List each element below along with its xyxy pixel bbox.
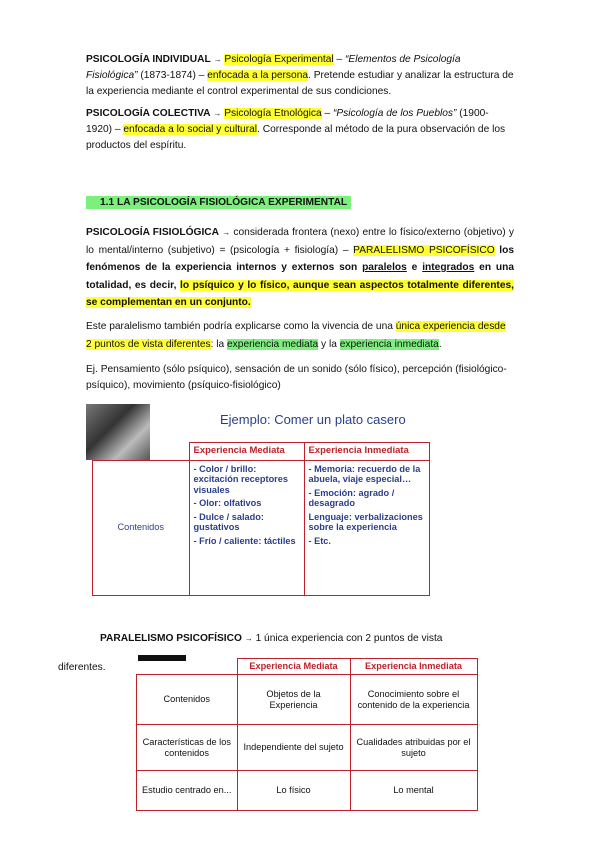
table-cell: Cualidades atribuidas por el sujeto bbox=[350, 725, 477, 771]
para-individual bbox=[86, 52, 514, 100]
para-paralelismo-2 bbox=[100, 631, 528, 647]
highlight: experiencia inmediata bbox=[339, 338, 439, 350]
table-row bbox=[137, 725, 478, 771]
section-heading bbox=[86, 195, 514, 211]
arrow-icon: → bbox=[244, 634, 253, 643]
inmediata-cell bbox=[304, 460, 429, 595]
text: diferentes. bbox=[58, 662, 106, 673]
table-cell: Lo físico bbox=[237, 771, 350, 811]
quote: “Elementos de Psicología Fisiológica” bbox=[86, 54, 461, 81]
table-cell: Características de los contenidos bbox=[137, 725, 238, 771]
text: los fenómenos de la experiencia internos y externos son bbox=[86, 244, 514, 273]
header-inmediata: Experiencia Inmediata bbox=[350, 659, 477, 675]
table-cell: Estudio centrado en... bbox=[137, 771, 238, 811]
underlined: integrados bbox=[422, 262, 475, 273]
list-item: - Olor: olfativos bbox=[193, 498, 262, 508]
text: en una totalidad, es decir, bbox=[86, 262, 515, 291]
para-ejemplos bbox=[86, 362, 514, 394]
list-item: Lenguaje: verbalizaciones sobre la experiencia bbox=[308, 511, 423, 532]
highlight: enfocada a lo social y cultural bbox=[123, 124, 258, 135]
list-item: - Frío / caliente: táctiles bbox=[193, 535, 296, 546]
table-cell: Objetos de la Experiencia bbox=[237, 675, 350, 725]
arrow-icon: → bbox=[213, 55, 222, 64]
empty-cell bbox=[93, 443, 190, 461]
list-item: - Emoción: agrado / desagrado bbox=[308, 487, 395, 508]
highlight: lo psíquico y lo físico, aunque sean aspectos totalmente diferentes, se complementan en un conjunto. bbox=[86, 279, 514, 308]
text: . Pretende estudiar y analizar la estructura de la experiencia mediante el control experimental de sus condiciones. bbox=[86, 70, 514, 97]
mediata-cell bbox=[189, 460, 304, 595]
text: considerada frontera (nexo) entre lo físico/externo (objetivo) y lo mental/interno (subjetivo) = (psicología + fisiología) – bbox=[86, 227, 514, 256]
para-fisiologica bbox=[86, 224, 514, 312]
text: e bbox=[406, 262, 423, 273]
text: (1900-1920) – bbox=[86, 108, 489, 135]
para-paralelismo-cont bbox=[58, 660, 138, 676]
table-row bbox=[137, 771, 478, 811]
term: PARALELISMO PSICOFÍSICO bbox=[100, 633, 242, 644]
table-cell: Contenidos bbox=[137, 675, 238, 725]
highlight: única experiencia desde 2 puntos de vista diferentes bbox=[86, 321, 506, 350]
text: : la bbox=[210, 338, 228, 350]
highlight: enfocada a la persona bbox=[207, 70, 309, 81]
text: Este paralelismo también podría explicarse como la vivencia de una bbox=[86, 321, 396, 332]
comparison-table bbox=[136, 658, 478, 811]
underlined: paralelos bbox=[362, 262, 407, 273]
text: y la bbox=[318, 338, 340, 350]
text: Ej. Pensamiento (sólo psíquico), sensación de un sonido (sólo físico), percepción (fisiológico-psíquico), movimiento (psíquico-fisiológico) bbox=[86, 364, 507, 391]
text: 1 única experiencia con 2 puntos de vista bbox=[252, 633, 443, 644]
list-item: - Memoria: recuerdo de la abuela, viaje especial… bbox=[308, 463, 421, 484]
text: . bbox=[438, 338, 442, 350]
arrow-icon: → bbox=[222, 228, 231, 237]
table-row bbox=[137, 675, 478, 725]
quote: “Psicología de los Pueblos” bbox=[332, 108, 457, 119]
header-inmediata: Experiencia Inmediata bbox=[304, 443, 429, 461]
table-cell: Lo mental bbox=[350, 771, 477, 811]
para-colectiva bbox=[86, 106, 514, 154]
section-title: 1.1 LA PSICOLOGÍA FISIOLÓGICA EXPERIMENTAL bbox=[86, 196, 351, 209]
header-mediata: Experiencia Mediata bbox=[237, 659, 350, 675]
empty-cell bbox=[137, 659, 238, 675]
list-item: - Dulce / salado: gustativos bbox=[193, 511, 264, 532]
highlight: experiencia mediata bbox=[227, 338, 319, 350]
text: (1873-1874) – bbox=[137, 70, 208, 81]
highlight: PARALELISMO PSICOFÍSICO bbox=[353, 244, 495, 256]
term: PSICOLOGÍA COLECTIVA bbox=[86, 108, 211, 119]
example-table bbox=[92, 442, 430, 596]
para-paralelismo bbox=[86, 318, 514, 353]
term: PSICOLOGÍA INDIVIDUAL bbox=[86, 54, 211, 65]
header-mediata: Experiencia Mediata bbox=[189, 443, 304, 461]
arrow-icon: → bbox=[213, 109, 222, 118]
table-cell: Conocimiento sobre el contenido de la experiencia bbox=[350, 675, 477, 725]
highlight: Psicología Experimental bbox=[224, 54, 334, 65]
term: PSICOLOGÍA FISIOLÓGICA bbox=[86, 227, 219, 238]
table-cell: Independiente del sujeto bbox=[237, 725, 350, 771]
text: – bbox=[321, 108, 333, 119]
list-item: - Color / brillo: excitación receptores visuales bbox=[193, 463, 288, 495]
text: – bbox=[333, 54, 346, 65]
slide-title: Ejemplo: Comer un plato casero bbox=[220, 412, 406, 427]
highlight: Psicología Etnológica bbox=[224, 108, 322, 119]
row-label: Contenidos bbox=[93, 460, 190, 595]
text: . Corresponde al método de la pura observación de los productos del espíritu. bbox=[86, 124, 506, 151]
example-slide bbox=[86, 404, 446, 612]
list-item: - Etc. bbox=[308, 535, 331, 546]
